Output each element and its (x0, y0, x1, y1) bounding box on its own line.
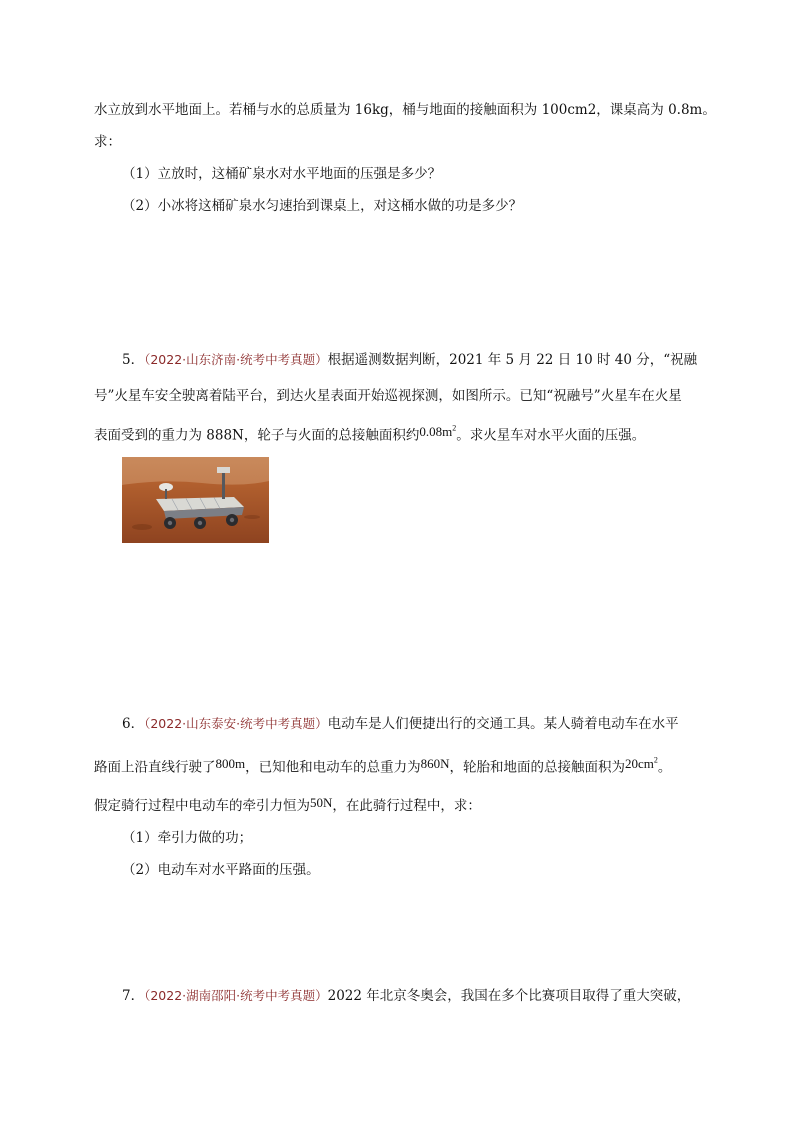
q4-text-line1: 水立放到水平地面上。若桶与水的总质量为 16kg，桶与地面的接触面积为 100cm2，课桌高为 0.8m。 (94, 102, 716, 118)
q6-line2-b: ，已知他和电动车的总重力为 (245, 759, 421, 776)
q5-area-value: 0.08m (419, 424, 453, 440)
q4-sub-question-1: （1）立放时，这桶矿泉水对水平地面的压强是多少？ (122, 166, 442, 182)
q5-line3 (94, 422, 645, 445)
q6-force: 50N (310, 795, 333, 810)
q5-line3-a: 表面受到的重力为 888N，轮子与火面的总接触面积约 (94, 427, 420, 444)
q6-line1 (122, 714, 679, 734)
q6-line3 (94, 796, 481, 816)
q6-line3-b: ，在此骑行过程中，求： (332, 798, 481, 814)
q5-line1-text: 根据遥测数据判断，2021 年 5 月 22 日 10 时 40 分，“祝融 (327, 352, 698, 368)
q6-sub-question-1: （1）牵引力做的功； (122, 830, 253, 846)
q7-source-tag: （2022·湖南邵阳·统考中考真题） (144, 988, 328, 1003)
mars-rover-image (122, 457, 269, 543)
q7-line1 (122, 986, 690, 1006)
q6-area-value: 20cm (625, 756, 654, 772)
q5-area-formula (419, 424, 456, 439)
q4-text-line2: 求： (94, 134, 121, 150)
q6-line2-d: 。 (657, 759, 672, 776)
q5-line3-b: 。求火星车对水平火面的压强。 (456, 427, 646, 444)
q6-area-exponent: 2 (653, 756, 658, 765)
q7-number: 7． (122, 988, 145, 1004)
q4-sub-question-2: （2）小冰将这桶矿泉水匀速抬到课桌上，对这桶水做的功是多少？ (122, 198, 523, 214)
q6-area-formula (625, 756, 658, 771)
q7-line1-text: 2022 年北京冬奥会，我国在多个比赛项目取得了重大突破， (327, 988, 691, 1004)
q5-number: 5． (122, 352, 145, 368)
q6-source-tag: （2022·山东泰安·统考中考真题） (144, 716, 328, 731)
q5-line1 (122, 350, 697, 370)
q5-source-tag: （2022·山东济南·统考中考真题） (144, 352, 328, 367)
q6-weight: 860N (420, 756, 450, 772)
q6-line2-c: ，轮胎和地面的总接触面积为 (449, 759, 626, 776)
q6-line1-text: 电动车是人们便捷出行的交通工具。某人骑着电动车在水平 (327, 716, 679, 732)
q6-number: 6． (122, 716, 145, 732)
q6-line2-a: 路面上沿直线行驶了 (94, 759, 216, 776)
q5-line2: 号”火星车安全驶离着陆平台，到达火星表面开始巡视探测，如图所示。已知“祝融号”火星车在火星 (94, 388, 682, 404)
q6-line2 (94, 754, 671, 777)
q6-line3-a: 假定骑行过程中电动车的牵引力恒为 (94, 798, 310, 814)
q6-distance: 800m (215, 756, 246, 772)
q6-sub-question-2: （2）电动车对水平路面的压强。 (122, 862, 320, 878)
q5-area-exponent: 2 (452, 424, 457, 433)
